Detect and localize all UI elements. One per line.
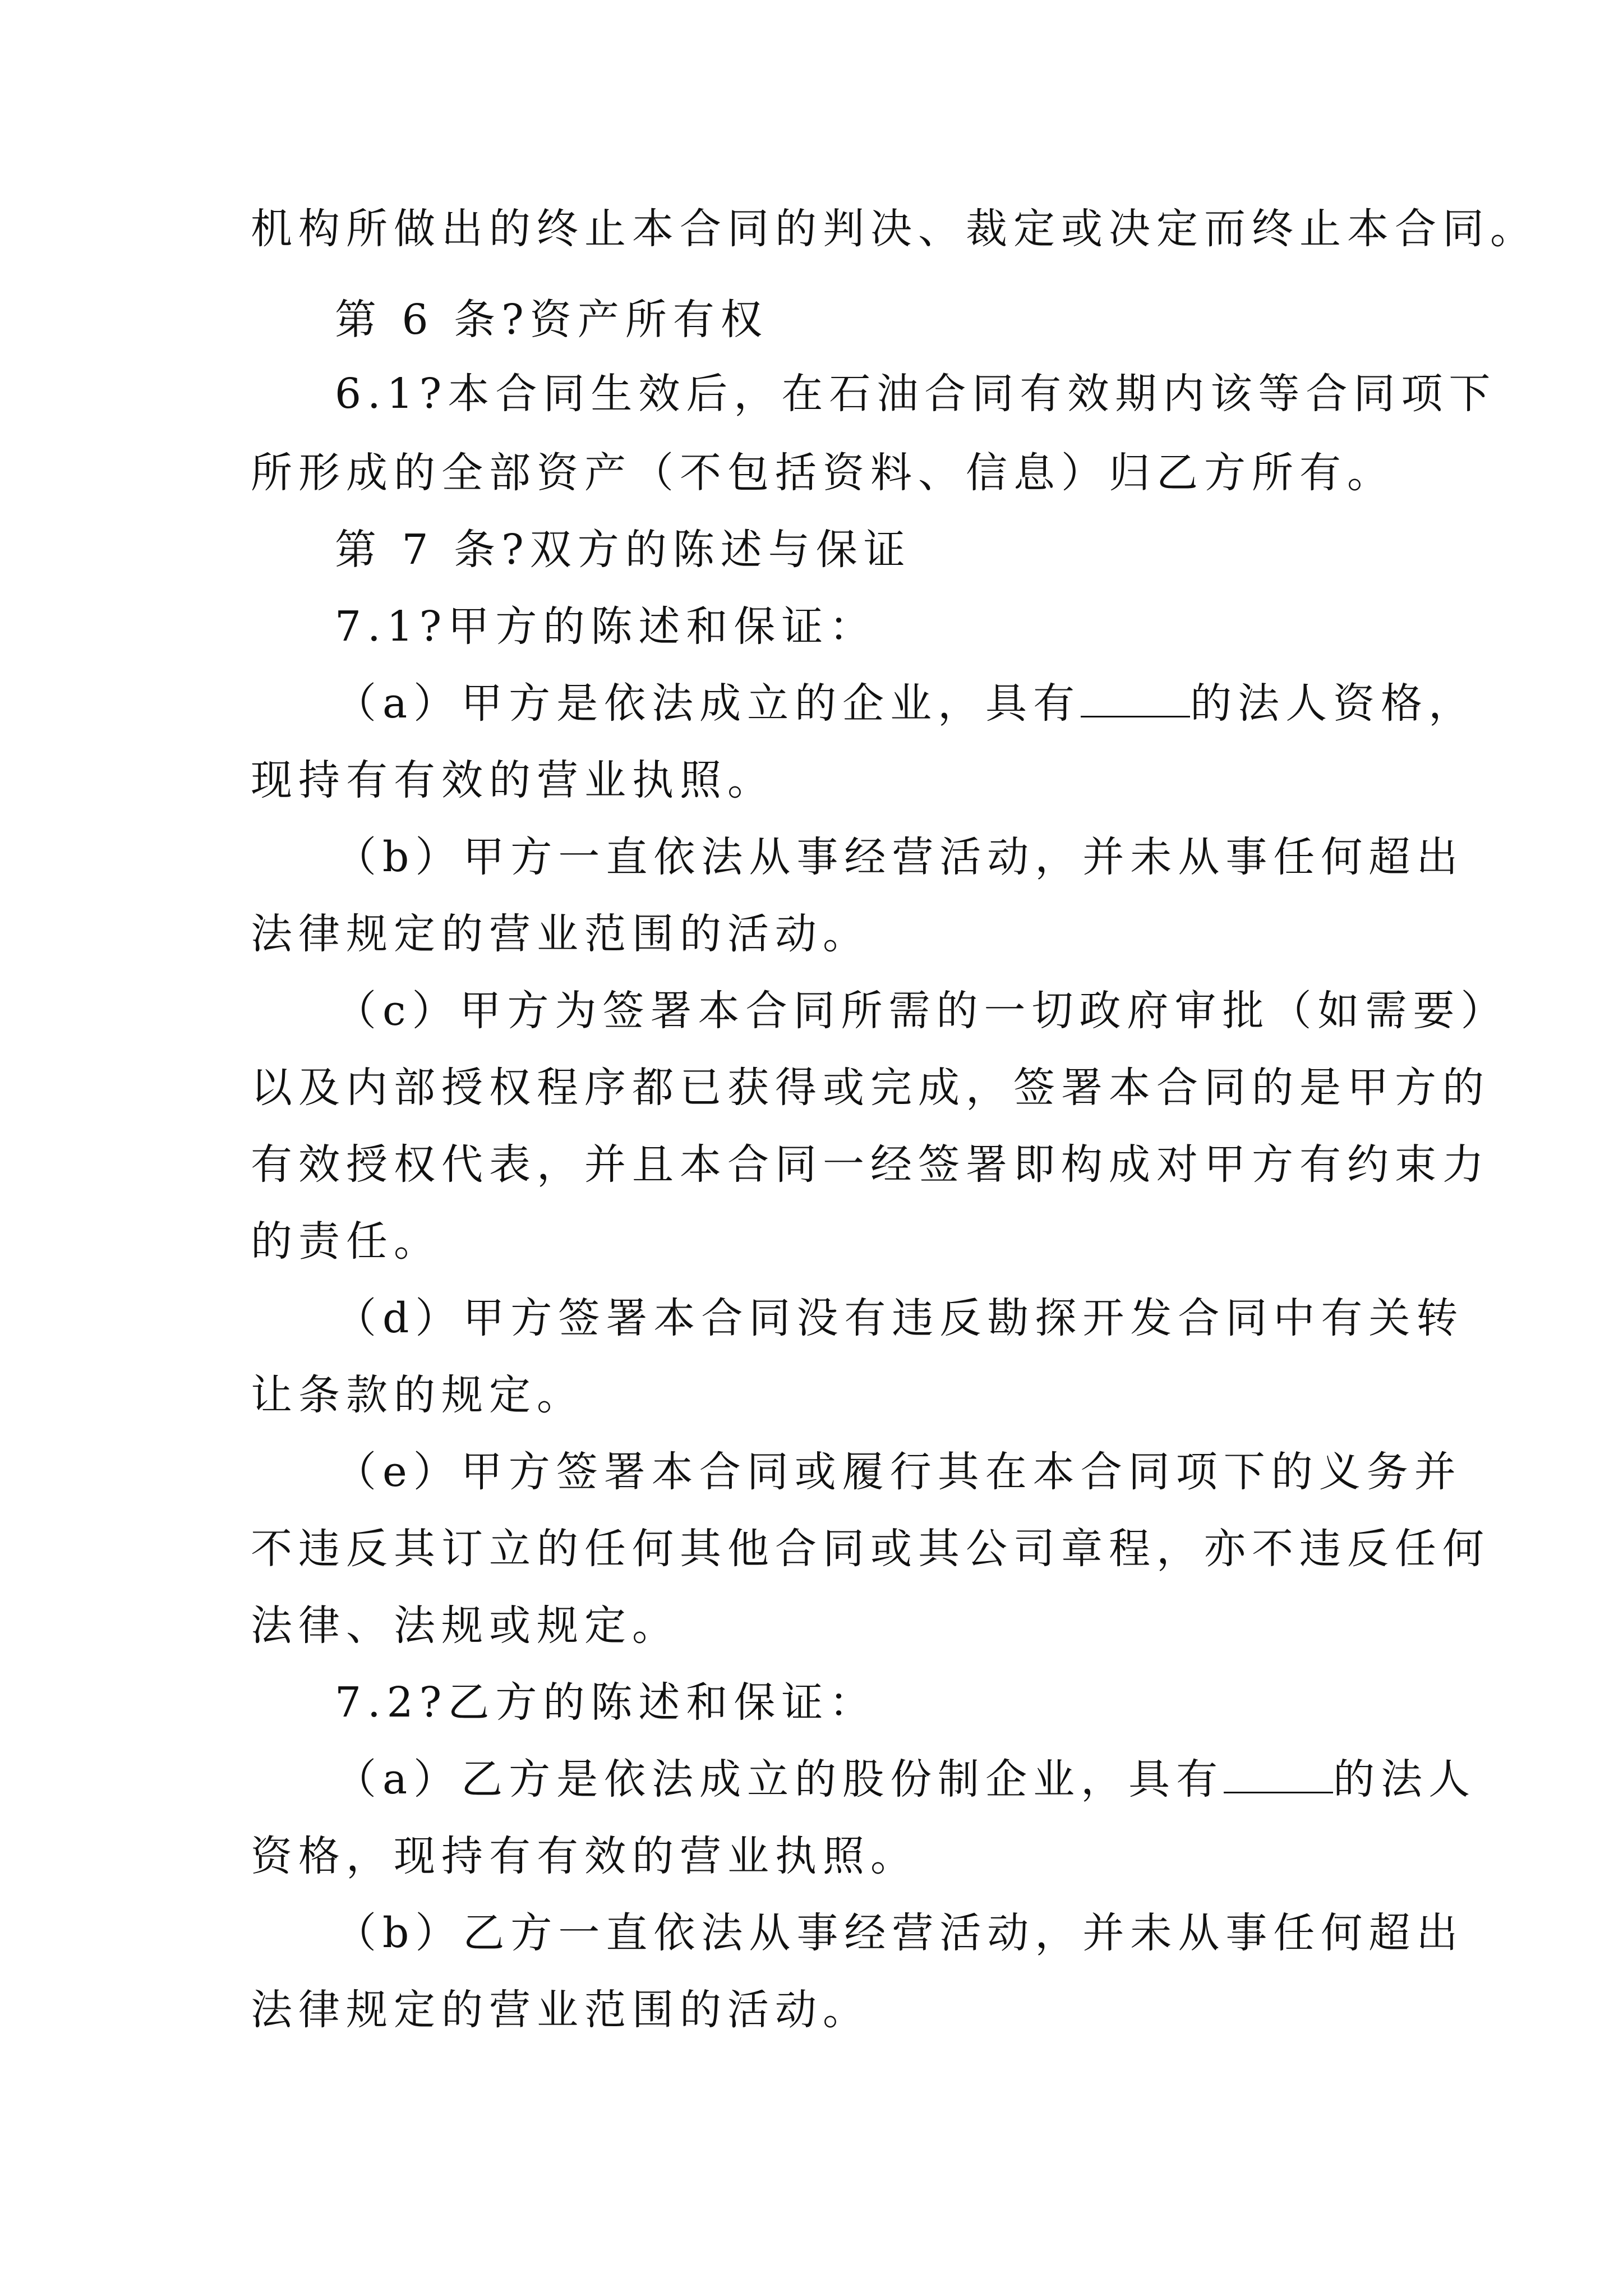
paragraph-line: （d）甲方签署本合同没有违反勘探开发合同中有关转 — [335, 1294, 1464, 1342]
paragraph-line: 6.1?本合同生效后，在石油合同有效期内该等合同项下 — [335, 370, 1497, 418]
fill-in-blank — [1224, 1757, 1333, 1793]
paragraph-line: 法律、法规或规定。 — [251, 1602, 680, 1650]
paragraph-line: （c）甲方为签署本合同所需的一切政府审批（如需要） — [335, 987, 1509, 1035]
paragraph-line: 所形成的全部资产（不包括资料、信息）归乙方所有。 — [251, 449, 1395, 497]
paragraph-line: 以及内部授权程序都已获得或完成，签署本合同的是甲方的 — [251, 1064, 1490, 1112]
subsection-heading-7-2: 7.2?乙方的陈述和保证： — [335, 1678, 877, 1727]
section-heading-6: 第 6 条?资产所有权 — [335, 296, 768, 344]
paragraph-line: 有效授权代表，并且本合同一经签署即构成对甲方有约束力 — [251, 1140, 1490, 1189]
paragraph-line: 法律规定的营业范围的活动。 — [251, 1986, 870, 2034]
paragraph-line — [335, 1751, 1476, 1807]
paragraph-line: （b）甲方一直依法从事经营活动，并未从事任何超出 — [335, 833, 1464, 881]
paragraph-line: 让条款的规定。 — [251, 1371, 584, 1419]
clause-text: 的法人 — [1333, 1755, 1477, 1803]
clause-text: （a）乙方是依法成立的股份制企业，具有 — [335, 1755, 1224, 1803]
paragraph-line — [335, 675, 1476, 731]
paragraph-line: 资格，现持有有效的营业执照。 — [251, 1832, 918, 1880]
paragraph-line: 不违反其订立的任何其他合同或其公司章程，亦不违反任何 — [251, 1525, 1490, 1573]
fill-in-blank — [1081, 681, 1190, 717]
paragraph-line: （b）乙方一直依法从事经营活动，并未从事任何超出 — [335, 1909, 1464, 1957]
paragraph-line: 机构所做出的终止本合同的判决、裁定或决定而终止本合同。 — [251, 205, 1538, 253]
subsection-heading-7-1: 7.1?甲方的陈述和保证： — [335, 602, 877, 651]
paragraph-line: （e）甲方签署本合同或履行其在本合同项下的义务并 — [335, 1448, 1462, 1496]
paragraph-line: 现持有有效的营业执照。 — [251, 756, 775, 804]
clause-text: 的法人资格， — [1190, 679, 1477, 728]
section-heading-7: 第 7 条?双方的陈述与保证 — [335, 526, 911, 574]
clause-text: （a）甲方是依法成立的企业，具有 — [335, 679, 1081, 728]
paragraph-line: 的责任。 — [251, 1217, 441, 1266]
paragraph-line: 法律规定的营业范围的活动。 — [251, 910, 870, 958]
